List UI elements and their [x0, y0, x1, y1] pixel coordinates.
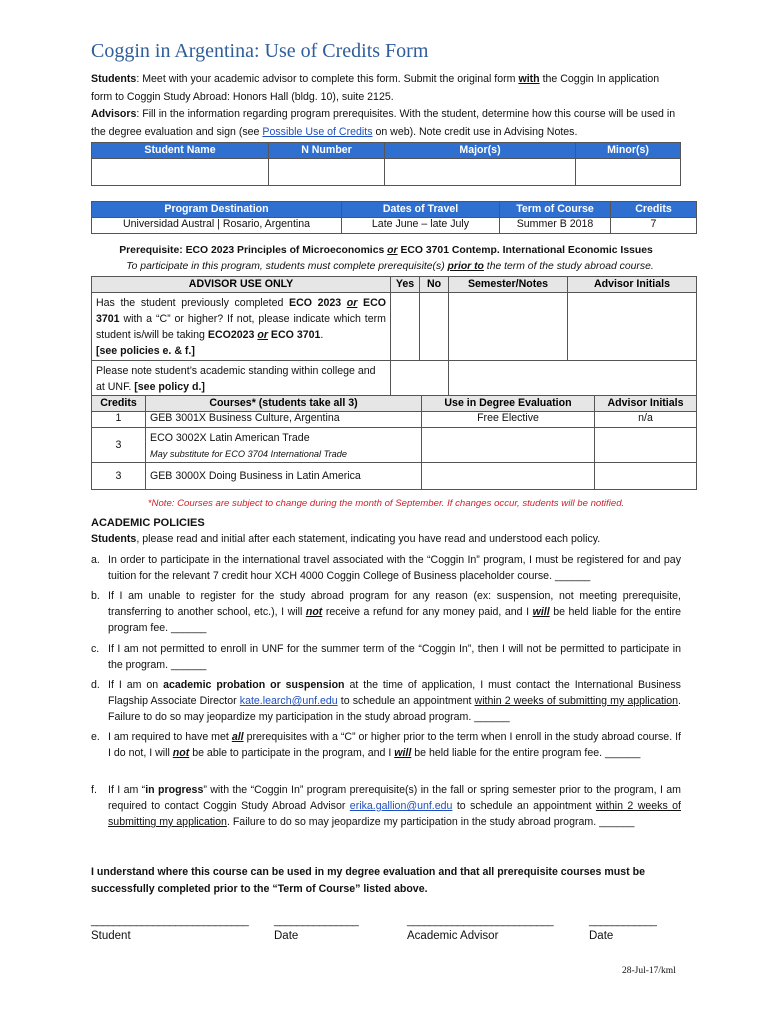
- prereq-initials-cell[interactable]: [568, 293, 697, 361]
- course-3-name: GEB 3000X Doing Business in Latin America: [146, 463, 422, 490]
- understanding-statement: I understand where this course can be used in my degree evaluation and that all prerequisite courses must be successfully completed prior to the “Term of Course” listed above.: [91, 866, 645, 895]
- prereq-or: or: [387, 245, 398, 256]
- policy-d-probation: academic probation or suspension: [163, 679, 345, 691]
- students-text: : Meet with your academic advisor to complete this form. Submit the original form: [136, 73, 519, 85]
- policy-e-part-4: be held liable for the entire program fee. ______: [411, 747, 641, 759]
- policy-f: [91, 782, 681, 830]
- course-2-name: ECO 3002X Latin American Trade: [150, 432, 310, 444]
- student-signature-line[interactable]: ____________________________: [91, 915, 249, 927]
- courses-header: Courses* (students take all 3): [146, 396, 422, 412]
- course-2-initials[interactable]: [595, 428, 697, 463]
- policy-b-part-1: If I am unable to register for the study abroad program for any reason (ex: suspension, not meeting prerequisite, transferring to another school, etc.), I will: [108, 590, 681, 618]
- intro-text: [91, 71, 681, 141]
- with-emphasis: with: [518, 73, 540, 85]
- advisor-signature[interactable]: [407, 915, 553, 942]
- q1-period: .: [320, 329, 324, 341]
- advisor-signature-line[interactable]: __________________________: [407, 915, 554, 927]
- policy-f-deadline: within 2 weeks of submitting my application: [108, 800, 681, 828]
- courses-table: [91, 395, 697, 490]
- student-date[interactable]: [274, 915, 358, 942]
- policy-e: [91, 729, 681, 761]
- policy-d-part-4: . Failure to do so may jeopardize my participation in the study abroad program. ______: [108, 695, 681, 723]
- courses-initials-header: Advisor Initials: [595, 396, 697, 412]
- policy-f-text: [108, 782, 681, 830]
- prereq-question: [92, 293, 391, 361]
- advisor-signature-label: Academic Advisor: [407, 930, 499, 942]
- q1-text: Has the student previously completed: [96, 297, 290, 309]
- prereq-notes-cell[interactable]: [449, 293, 568, 361]
- standing-yes-no-cell[interactable]: [391, 361, 449, 397]
- q1-eco3701-b: ECO 3701: [270, 329, 321, 341]
- q1-eco3701: ECO 3701: [96, 297, 386, 325]
- courses-credits-header: Credits: [92, 396, 146, 412]
- course-3-initials[interactable]: [595, 463, 697, 490]
- course-1-credits: 1: [92, 412, 146, 428]
- q1-or-2: or: [257, 329, 268, 341]
- q1-eco2023: ECO 2023: [289, 297, 342, 309]
- policy-a-text: In order to participate in the international travel associated with the “Coggin In” program, I must be registered for and pay tuition for the relevant 7 credit hour XCH 4000 Coggin College of Business placeholder course. ______: [108, 554, 681, 582]
- students-label: Students: [91, 73, 137, 85]
- policy-e-part-2: prerequisites with a “C” or higher prior to the term when I enroll in the study abroad course. If I do not, I will: [108, 731, 681, 759]
- student-name-header: Student Name: [92, 143, 269, 159]
- students-bold: Students: [91, 533, 137, 545]
- page-title: Coggin in Argentina: Use of Credits Form: [91, 40, 429, 62]
- standing-notes-cell[interactable]: [449, 361, 697, 397]
- policy-c: [91, 641, 681, 673]
- policy-d-deadline: within 2 weeks of submitting my application: [474, 695, 679, 707]
- course-3-use[interactable]: [422, 463, 595, 490]
- policy-a: [91, 552, 681, 584]
- footer-revision: 28-Jul-17/kml: [622, 966, 676, 976]
- program-destination-value: Universidad Austral | Rosario, Argentina: [92, 218, 342, 234]
- kate-email-link[interactable]: kate.learch@unf.edu: [239, 695, 338, 707]
- q1-text-2: with a “C” or higher? If not, please indicate which term student is/will be taking: [96, 313, 386, 341]
- students-text-2: the Coggin In application form to Coggin Study Abroad: Honors Hall (bldg. 10), suite 2125.: [91, 73, 660, 103]
- student-date-line[interactable]: _______________: [274, 915, 359, 927]
- policy-d-part-1: If I am on: [108, 679, 164, 691]
- majors-header: Major(s): [385, 143, 576, 159]
- academic-policies-intro: [91, 533, 600, 545]
- course-2-use[interactable]: [422, 428, 595, 463]
- policy-f-part-2: ” with the “Coggin In” program prerequisite(s) in the fall or spring semester prior to the program, I am required to contact Coggin Study Abroad Advisor: [108, 784, 681, 812]
- program-destination-header: Program Destination: [92, 202, 342, 218]
- credits-header: Credits: [611, 202, 697, 218]
- policy-e-part-3: be able to participate in the program, and I: [189, 747, 395, 759]
- standing-question: [92, 361, 391, 397]
- policy-b: [91, 588, 681, 636]
- policy-e-will: will: [394, 747, 412, 759]
- academic-intro-text: , please read and initial after each statement, indicating you have read and understood each policy.: [136, 533, 601, 545]
- prereq-yes-cell[interactable]: [391, 293, 420, 361]
- advisor-date-line[interactable]: ____________: [589, 915, 657, 927]
- semester-notes-header: Semester/Notes: [449, 277, 568, 293]
- policy-b-text: [108, 588, 681, 636]
- no-header: No: [420, 277, 449, 293]
- yes-header: Yes: [391, 277, 420, 293]
- academic-policies-heading: ACADEMIC POLICIES: [91, 517, 205, 529]
- policy-b-not: not: [305, 606, 323, 618]
- q1-policy-ref: [see policies e. & f.]: [96, 345, 195, 357]
- student-name-field[interactable]: [92, 159, 269, 186]
- q2-text: Please note student’s academic standing within college and at UNF.: [96, 365, 376, 393]
- policy-f-part-3: to schedule an appointment: [452, 800, 596, 812]
- courses-change-note: *Note: Courses are subject to change during the month of September. If changes occur, students will be notified.: [147, 498, 625, 509]
- advisors-label: Advisors: [91, 108, 137, 120]
- advisors-text-2: on web). Note credit use in Advising Notes.: [372, 125, 578, 138]
- policy-d-text: [108, 677, 681, 725]
- program-table: [91, 201, 697, 234]
- course-1-initials: n/a: [595, 412, 697, 428]
- policy-c-letter: c.: [91, 643, 100, 655]
- policy-f-part-1: If I am “: [108, 784, 146, 796]
- policy-d-letter: d.: [91, 679, 100, 691]
- minors-header: Minor(s): [576, 143, 681, 159]
- policy-d-part-3: to schedule an appointment: [337, 695, 475, 707]
- prereq-text-2: ECO 3701 Contemp. International Economic Issues: [397, 245, 653, 256]
- student-date-label: Date: [274, 930, 299, 942]
- advisors-text: : Fill in the information regarding program prerequisites. With the student, determine how this course will be used in the degree evaluation and sign (see: [91, 108, 676, 138]
- policy-d: [91, 677, 681, 725]
- student-signature[interactable]: [91, 915, 248, 942]
- policy-a-letter: a.: [91, 554, 100, 566]
- prereq2-text-2: the term of the study abroad course.: [483, 261, 654, 272]
- policy-e-part-1: I am required to have met: [108, 731, 232, 743]
- policy-f-part-4: . Failure to do so may jeopardize my participation in the study abroad program. ______: [226, 816, 635, 828]
- credits-value: 7: [611, 218, 697, 234]
- prereq-no-cell[interactable]: [420, 293, 449, 361]
- q2-policy-ref: [see policy d.]: [134, 381, 205, 393]
- course-2-substitute-note: May substitute for ECO 3704 International Trade: [150, 449, 347, 459]
- erika-email-link[interactable]: erika.gallion@unf.edu: [349, 800, 453, 812]
- policy-b-letter: b.: [91, 590, 100, 602]
- policy-c-text: If I am not permitted to enroll in UNF for the summer term of the “Coggin In”, then I will not be permitted to participate in the program. ______: [108, 643, 681, 671]
- term-of-course-header: Term of Course: [500, 202, 611, 218]
- policy-b-part-2: receive a refund for any money paid, and I: [322, 606, 533, 618]
- policy-d-part-2: at the time of application, I must contact the International Business Flagship Associate Director: [108, 679, 681, 707]
- course-1-use: Free Elective: [422, 412, 595, 428]
- prerequisite-line: [91, 245, 681, 256]
- majors-field[interactable]: [385, 159, 576, 186]
- policy-f-in-progress: in progress: [145, 784, 204, 796]
- prerequisite-instruction: [91, 261, 689, 272]
- course-2-cell: [146, 428, 422, 463]
- q1-or: or: [346, 297, 358, 309]
- course-3-credits: 3: [92, 463, 146, 490]
- advisor-use-table: [91, 276, 697, 397]
- term-of-course-value: Summer B 2018: [500, 218, 611, 234]
- advisor-date-label: Date: [589, 930, 614, 942]
- student-info-table: [91, 142, 681, 186]
- q1-eco2023-b: ECO2023: [207, 329, 255, 341]
- policy-e-not: not: [172, 747, 190, 759]
- advisor-initials-header: Advisor Initials: [568, 277, 697, 293]
- minors-field[interactable]: [576, 159, 681, 186]
- policy-e-all: all: [231, 731, 244, 743]
- student-signature-label: Student: [91, 930, 131, 942]
- policy-e-letter: e.: [91, 731, 100, 743]
- dates-of-travel-header: Dates of Travel: [342, 202, 500, 218]
- dates-of-travel-value: Late June – late July: [342, 218, 500, 234]
- n-number-field[interactable]: [269, 159, 385, 186]
- use-in-degree-header: Use in Degree Evaluation: [422, 396, 595, 412]
- prior-to-emphasis: prior to: [447, 261, 484, 272]
- prereq2-text: To participate in this program, students must complete prerequisite(s): [126, 261, 448, 272]
- advisor-use-only-header: ADVISOR USE ONLY: [92, 277, 391, 293]
- possible-use-of-credits-link[interactable]: Possible Use of Credits: [262, 125, 373, 138]
- policy-f-letter: f.: [91, 784, 97, 796]
- prereq-text: Prerequisite: ECO 2023 Principles of Microeconomics: [119, 245, 388, 256]
- advisor-date[interactable]: [589, 915, 656, 942]
- course-2-credits: 3: [92, 428, 146, 463]
- policy-b-part-3: be held liable for the entire program fee. ______: [108, 606, 681, 634]
- n-number-header: N Number: [269, 143, 385, 159]
- policy-b-will: will: [532, 606, 550, 618]
- course-1-name: GEB 3001X Business Culture, Argentina: [146, 412, 422, 428]
- policy-e-text: [108, 729, 681, 761]
